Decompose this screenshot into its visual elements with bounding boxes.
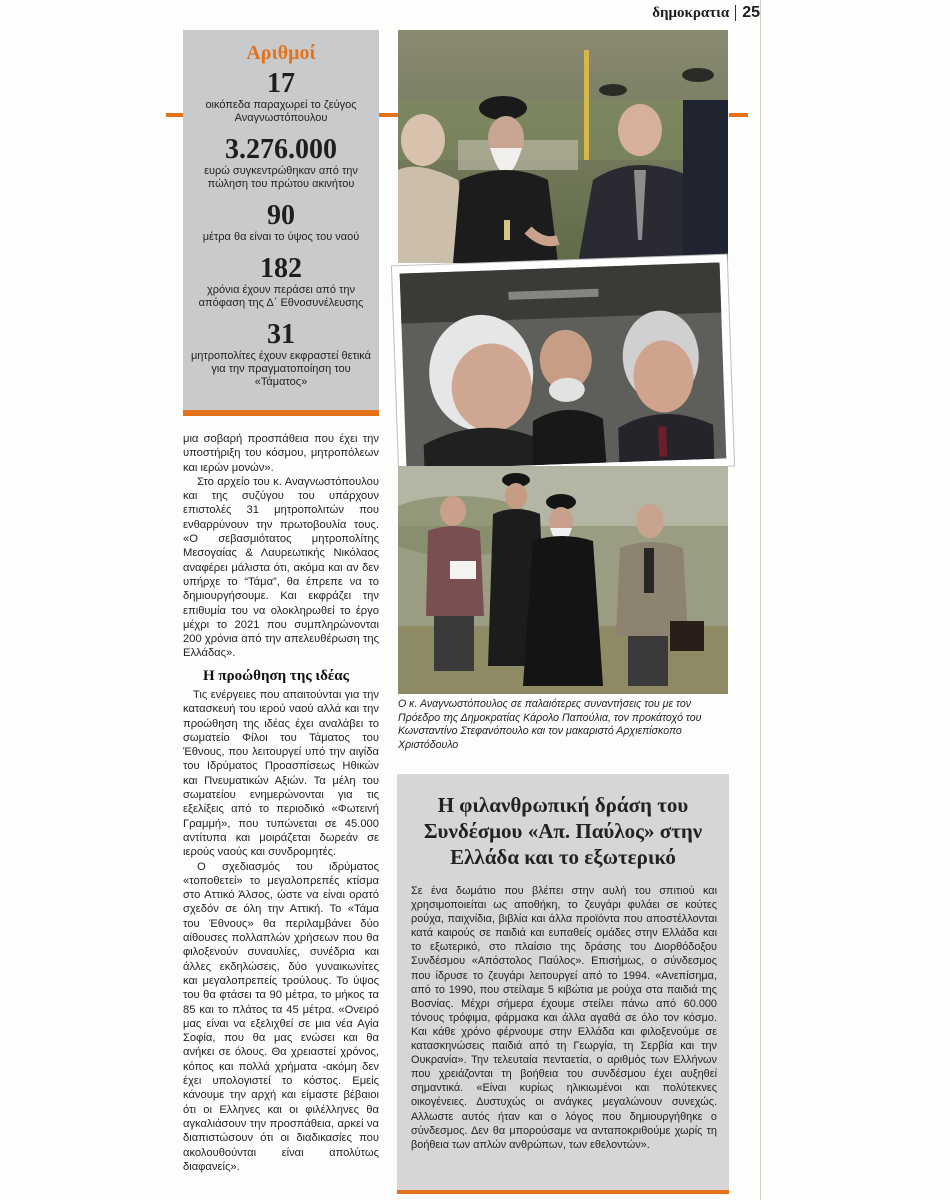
page-number: 25 <box>742 4 760 21</box>
outdoor-group-photo <box>398 466 728 694</box>
article-paragraph: Ο σχεδιασμός του ιδρύματος «τοποθετεί» το μεγαλοπρεπές κτίσμα στο Αττικό Άλσος, ώστε να είναι ορατό σχεδόν σε όλη την Αττική. Το «Τάμα του Έθνους» θα περιλαμβάνει δύο αίθουσες πολλαπλών χρήσεων που θα φιλοξενούν συναυλίες, συνέδρια και άλλες εκδηλώσεις, δύο γυναικωνίτες και μεγαλοπρεπείς τρούλους. Το ύψος του θα φτάσει τα 90 μέτρα, το μήκος τα 85 και το πλάτος τα 45 μέτρα. «Ονειρό μας είναι να εξελιχθεί σε μια νέα Αγία Σοφία, που θα μας ενώσει και θα ανήκει σε όλους. Θα χρειαστεί χρόνος, κόπος και πολλά χρήματα -ακόμη δεν έχει υπολογιστεί το κόστος. Εμείς κάνουμε την αρχή και είμαστε βέβαιοι ότι οι Ελληνες και οι φιλέλληνες θα αγκαλιάσουν την προσπάθεια, αρκεί να διαπιστώσουν ότι οι διαδικασίες που ακολουθούνται είναι απολύτως διαφανείς». <box>183 860 379 1173</box>
numbers-title: Αριθμοί <box>246 42 316 64</box>
section-name: δημοκρατια <box>652 4 730 21</box>
article-col-bottom <box>183 688 379 1174</box>
sidebar-bottom-rule <box>397 1190 729 1194</box>
stat-item <box>183 320 379 389</box>
article-paragraph: Στο αρχείο του κ. Αναγνωστόπουλου και της συζύγου του υπάρχουν επιστολές 31 μητροπολιτών που ενθαρρύνουν την πρωτοβουλία τους. «Ο σεβασμιότατος μητροπολίτης Μεσογαίας & Λαυρεωτικής Νικόλαος αναφέρει μάλιστα ότι, ακόμα και αν δεν υπήρχε το “Τάμα”, θα έπρεπε να το δημιουργήσουμε. Και εκφράζει την επιθυμία του να ολοκληρωθεί το έργο μέχρι το 2021 που συμπληρώνονται 200 χρόνια από την απελευθέρωση της Ελλάδας». <box>183 475 379 660</box>
stat-value: 90 <box>267 200 295 231</box>
stat-item <box>183 69 379 125</box>
stat-desc: χρόνια έχουν περάσει από την απόφαση της Δ΄ Εθνοσυνέλευσης <box>198 284 364 309</box>
stat-desc: ευρώ συγκεντρώθηκαν από την πώληση του πρώτου ακινήτου <box>204 165 358 190</box>
stat-value: 17 <box>267 68 295 99</box>
header-divider <box>735 5 736 21</box>
stat-desc: μέτρα θα είναι το ύψος του ναού <box>202 231 360 243</box>
stat-item <box>183 254 379 310</box>
article-paragraph: Τις ενέργειες που απαιτούνται για την κατασκευή του ιερού ναού αλλά και την προώθηση της ιδέας έχει αναλάβει το σωματείο Φίλοι του Τάματος του Έθνους, που λειτουργεί υπό την αιγίδα του Ιδρύματος Προασπίσεως Ηθικών και Πνευματικών Αξιών. Τα μέλη του σωματείου ενημερώνονται για τις εξελίξεις από το περιοδικό «Φωτεινή Γραμμή», που τυπώνεται σε 45.000 αντίτυπα και μοιράζεται δωρεάν σε ιερούς ναούς και συνδρομητές. <box>183 689 379 859</box>
column-rule <box>760 0 761 1200</box>
stat-desc: οικόπεδα παραχωρεί το ζεύγος Αναγνωστόπουλου <box>205 99 357 124</box>
photo-caption: Ο κ. Αναγνωστόπουλος σε παλαιότερες συναντήσεις του με τον Πρόεδρο της Δημοκρατίας Κάρολο Παπούλια, τον προκάτοχό του Κωνσταντίνο Στεφανόπουλο και τον μακαριστό Αρχιεπίσκοπο Χριστόδουλο <box>398 698 702 751</box>
article-subheading: Η προώθηση της ιδέας <box>203 668 349 684</box>
handshake-photo <box>398 30 728 263</box>
charity-sidebar <box>397 774 729 1194</box>
article-paragraph: μια σοβαρή προσπάθεια που έχει την υποστήριξη του κόσμου, μητροπόλεων και ιερών μονών». <box>183 433 379 474</box>
article-col-top <box>183 432 379 661</box>
page-header <box>640 4 760 22</box>
stat-item <box>183 201 379 244</box>
stat-value: 31 <box>267 319 295 350</box>
stat-item <box>183 135 379 191</box>
meeting-photo <box>391 250 735 482</box>
sidebar-body: Σε ένα δωμάτιο που βλέπει στην αυλή του σπιτιού και χρησιμοποιείται ως αποθήκη, το ζευγάρι φυλάει σε κούτες ρούχα, παιχνίδια, βιβλία και άλλα προϊόντα που αποστέλλονται κατά καιρούς σε παιδιά και ευπαθείς ομάδες στην Ελλάδα και το εξωτερικό, στο πλαίσιο της δράσης του Διορθόδοξου Συνδέσμου «Απόστολος Παύλος». Επισήμως, ο σύνδεσμος που ίδρυσε το ζευγάρι λειτουργεί από το 1994. «Ανεπίσημα, από το 1990, που στείλαμε 5 κιβώτια με ρούχα στα παιδιά της Βοσνίας. Μέχρι σήμερα έχουμε στείλει πάνω από 60.000 τόνους τρόφιμα, φάρμακα και άλλα αγαθά σε όλο τον κόσμο. Και κάθε χρόνο φέρνουμε στην Ελλάδα και φιλοξενούμε σε κατασκηνώσεις παιδιά από τη Γεωργία, τη Σερβία και την Ουκρανία». Την τελευταία πενταετία, ο αριθμός των Ελλήνων που χρειάζονται τη βοήθεια του συνδέσμου έχει αυξηθεί σημαντικά. «Είναι κυρίως ηλικιωμένοι και πολύτεκνες οικογένειες. Δυστυχώς οι ανάγκες μεγαλώνουν συνεχώς. Αλλωστε αυτός ήταν και ο λόγος που δημιουργήθηκε ο σύνδεσμος. Δεν θα μπορούσαμε να ανταποκριθούμε χωρίς τη βοήθεια των απλών ανθρώπων, των εθελοντών». <box>411 885 717 1151</box>
stat-value: 3.276.000 <box>225 134 337 165</box>
numbers-box <box>183 30 379 416</box>
stat-desc: μητροπολίτες έχουν εκφραστεί θετικά για την πραγματοποίηση του «Τάματος» <box>190 350 372 388</box>
orange-rule-right <box>729 113 748 117</box>
sidebar-headline: Η φιλανθρωπική δράση του Συνδέσμου «Απ. Παύλος» στην Ελλάδα και το εξωτερικό <box>423 793 703 869</box>
orange-rule-mid <box>379 113 398 117</box>
stat-value: 182 <box>260 253 302 284</box>
numbers-bottom-rule <box>183 410 379 416</box>
orange-rule-left <box>166 113 183 117</box>
